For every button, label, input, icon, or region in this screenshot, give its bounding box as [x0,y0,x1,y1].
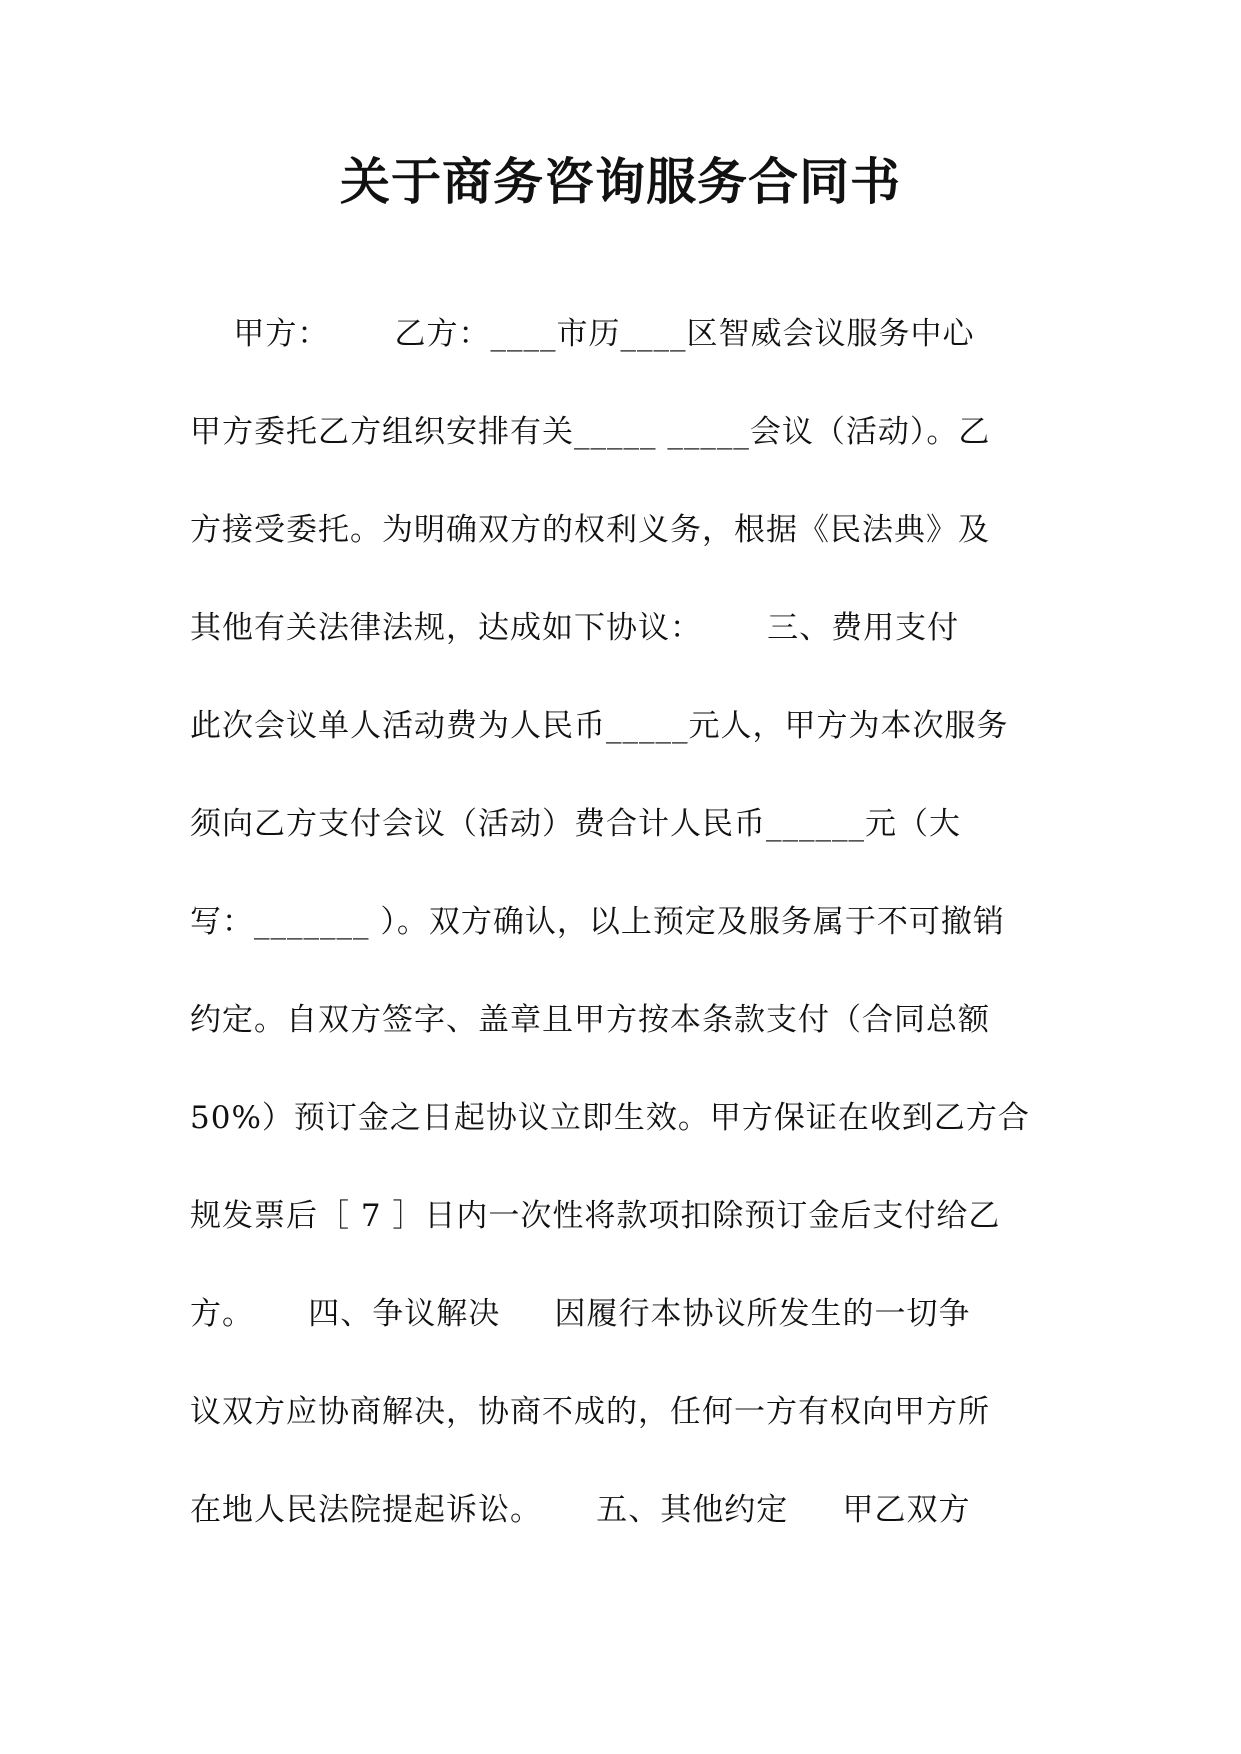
body-line: 须向乙方支付会议（活动）费合计人民币______元（大 [190,806,961,842]
body-line: 甲方委托乙方组织安排有关_____ _____会议（活动）。乙 [190,414,991,450]
body-line: 甲方： 乙方：____市历____区智威会议服务中心 [190,316,975,352]
body-line: 方接受委托。为明确双方的权利义务，根据《民法典》及 [190,512,990,548]
document-title: 关于商务咨询服务合同书 [340,153,901,211]
body-line: 约定。自双方签字、盖章且甲方按本条款支付（合同总额 [190,1002,990,1038]
body-line: 方。 四、争议解决 因履行本协议所发生的一切争 [190,1296,971,1332]
body-line: 其他有关法律法规，达成如下协议： 三、费用支付 [190,610,960,646]
body-line: 在地人民法院提起诉讼。 五、其他约定 甲乙双方 [190,1492,971,1528]
body-line: 写：_______ ）。双方确认，以上预定及服务属于不可撤销 [190,904,1005,940]
body-line: 此次会议单人活动费为人民币_____元人，甲方为本次服务 [190,708,1009,744]
body-line: 50%）预订金之日起协议立即生效。甲方保证在收到乙方合 [190,1100,1030,1136]
body-line: 规发票后［ 7 ］日内一次性将款项扣除预订金后支付给乙 [190,1198,1001,1234]
body-line: 议双方应协商解决，协商不成的，任何一方有权向甲方所 [190,1394,990,1430]
